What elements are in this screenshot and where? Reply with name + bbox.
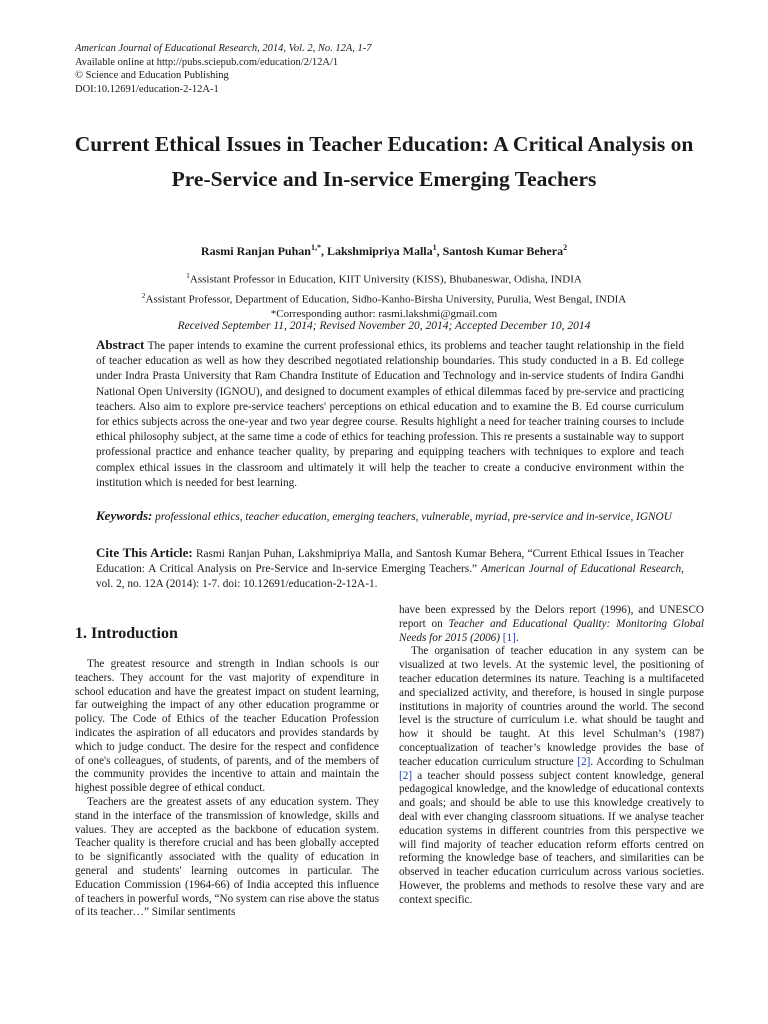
paragraph-text: a teacher should possess subject content knowledge, general pedagogical knowledge, and the knowledge of educational contexts and goals; and should be able to use this knowledge creatively to deal with ever changing classroom situations. If we analyse teacher education systems in different countries from this perspective we will find majority of teacher education reform efforts centred on reforming the knowledge base of teachers, and similarities can be observed in teacher education curriculum across various societies. However, the problems and methods to resolve these vary and are context specific.	[399, 769, 704, 906]
journal-header	[75, 42, 372, 96]
cite-text: Rasmi Ranjan Puhan, Lakshmipriya Malla, and Santosh Kumar Behera, “Current Ethical Issues in Teacher Education: A Critical Analysis on Pre-Service and In-service Emerging Teachers.”	[96, 548, 684, 576]
author-name: Lakshmipriya Malla	[326, 244, 433, 258]
right-column	[399, 604, 704, 908]
cite-this-article	[96, 545, 684, 593]
section-heading-introduction: 1. Introduction	[75, 625, 178, 642]
affiliation-2	[60, 288, 708, 308]
paragraph-text: The organisation of teacher education in any system can be visualized at two levels. At the systemic level, the positioning of teacher education determines its nature. Teaching is a multifaceted and specialized activity, and therefore, is housed in single purpose institutions in majority of countries around the world. The second level is the structure of curriculum i.e. what should be taught and how it should be taught. At this level Schulman’s (1987) conceptualization of teacher’s knowledge provides the base of teacher education curriculum structure	[399, 645, 704, 768]
author-separator: ,	[436, 244, 443, 258]
abstract-label: Abstract	[96, 337, 145, 352]
cite-journal: American Journal of Educational Research	[480, 563, 682, 576]
cite-label: Cite This Article:	[96, 545, 193, 560]
reference-link[interactable]: [2]	[399, 769, 413, 782]
doi-line: DOI:10.12691/education-2-12A-1	[75, 83, 219, 95]
corresponding-author: *Corresponding author: rasmi.lakshmi@gmail.com	[270, 308, 498, 321]
author-separator: ,	[320, 244, 327, 258]
paragraph-text: .	[515, 631, 519, 644]
affiliations	[60, 268, 708, 322]
abstract-text: The paper intends to examine the current professional ethics, its problems and teacher taught relationship in the field of teacher education as well as how they described negotiated relationship boundaries. This study conducted in a B. Ed college under Indra Prasta University that Ram Chandra Institute of Education and Technology and in-service students of Indira Gandhi National Open University (IGNOU), and designed to document examples of ethical dilemmas faced by pre-service and practicing teachers. Also aim to explore pre-service teachers' perceptions on ethical education and to examine the B. Ed course curriculum for ethics subjects across the one-year and two year degree course. Results highlight a need for teacher training courses to include ethical philosophy subject, at the same time a code of ethics for teaching profession. This re presents a sustainable way to support professional practice and enhance teacher quality, by preparing and equipping teachers with techniques to explore and teach complex ethical issues in the classroom and ultimately it will help the teacher to create a conducive environment within the institution which is needed for best learning.	[96, 340, 684, 489]
author-name: Santosh Kumar Behera	[442, 244, 564, 258]
keywords-text: professional ethics, teacher education, emerging teachers, vulnerable, myriad, pre-service and in-service, IGNOU	[155, 511, 672, 523]
received-dates: Received September 11, 2014; Revised November 20, 2014; Accepted December 10, 2014	[177, 320, 591, 332]
affiliation-text: Assistant Professor, Department of Education, Sidho-Kanho-Birsha University, Purulia, West Bengal, INDIA	[145, 293, 627, 306]
paragraph: The greatest resource and strength in Indian schools is our teachers. They account for the vast majority of expenditure in school education and have the greatest impact on student learning, far outweighing the impact of any other education programme or policy. The Code of Ethics of the teacher Education Profession indicates the aspiration of all educators and provides standards by which to judge conduct. The desire for the respect and confidence of one's colleagues, of students, of parents, and of the members of the community provides the incentive to attain and maintain the highest possible degree of ethical conduct.	[75, 658, 379, 795]
affiliation-text: Assistant Professor in Education, KIIT University (KISS), Bhubaneswar, Odisha, INDIA	[189, 273, 582, 286]
copyright-line: © Science and Education Publishing	[75, 70, 229, 81]
paper-title: Current Ethical Issues in Teacher Education: A Critical Analysis on Pre-Service and In-service Emerging Teachers	[74, 132, 694, 191]
paragraph-text: have been expressed by the Delors report (1996), and UNESCO report on	[399, 604, 704, 630]
affiliation-superscript: 2	[141, 290, 146, 300]
paragraph-text: . According to Schulman	[590, 755, 704, 768]
report-title: Teacher and Educational Quality: Monitoring Global Needs for 2015 (2006)	[399, 617, 704, 644]
author-name: Rasmi Ranjan Puhan	[200, 244, 311, 258]
author-list	[60, 243, 708, 259]
paragraph: Teachers are the greatest assets of any education system. They stand in the interface of the transmission of knowledge, skills and values. They are accepted as the backbone of education system. Teacher quality is therefore crucial and has been globally accepted to be significantly associated with the quality of education in general and students' learning outcomes in particular. The Education Commission (1964-66) of India accepted this influence of teachers in powerful words, “No system can rise above the status of its teacher…” Similar sentiments	[75, 795, 379, 919]
left-column	[75, 658, 379, 920]
availability-url: Available online at http://pubs.sciepub.com/education/2/12A/1	[75, 56, 339, 68]
keywords	[96, 508, 684, 525]
paragraph	[399, 645, 704, 907]
author-superscript: 1,*	[310, 243, 321, 252]
journal-citation: American Journal of Educational Research, 2014, Vol. 2, No. 12A, 1-7	[75, 43, 372, 54]
author-superscript: 1	[432, 243, 437, 252]
paragraph	[399, 604, 704, 645]
reference-link[interactable]: [1]	[502, 631, 516, 644]
keywords-label: Keywords:	[96, 508, 153, 523]
affiliation-superscript: 1	[186, 271, 190, 280]
author-superscript: 2	[563, 243, 568, 252]
abstract	[96, 337, 684, 491]
affiliation-1	[60, 268, 708, 288]
reference-link[interactable]: [2]	[577, 755, 591, 768]
cite-details: , vol. 2, no. 12A (2014): 1-7. doi: 10.12691/education-2-12A-1.	[96, 563, 684, 591]
